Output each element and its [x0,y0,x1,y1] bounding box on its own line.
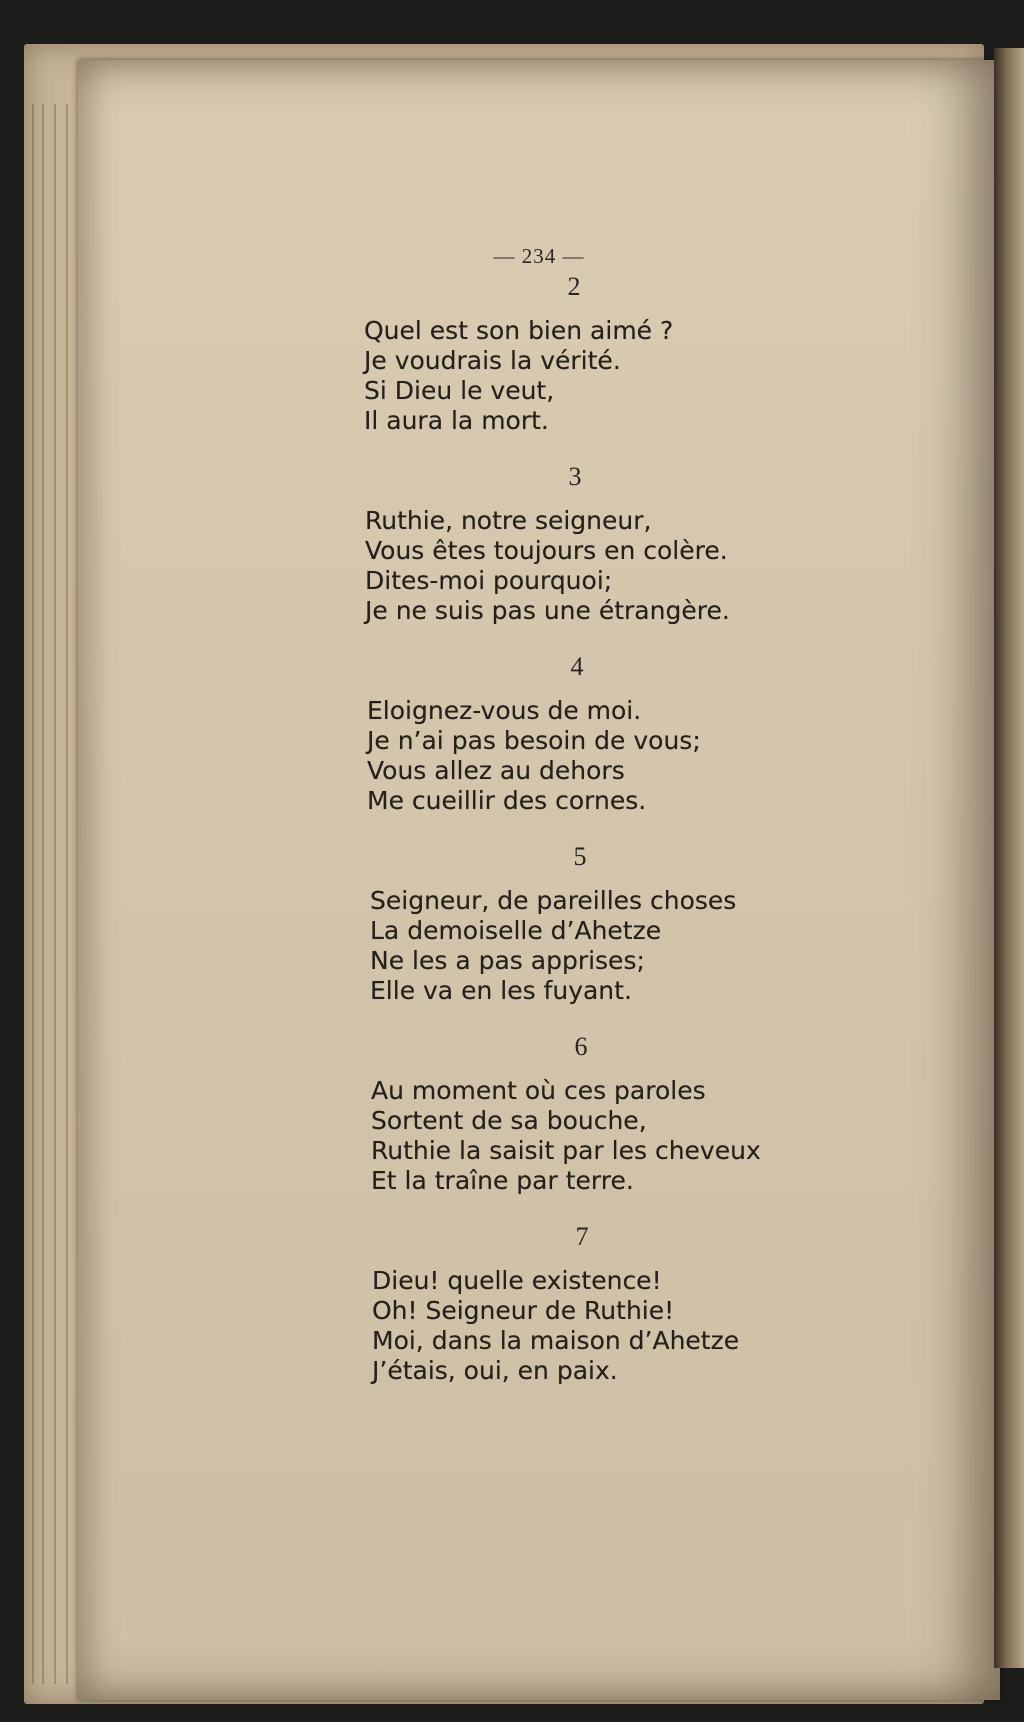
stanza [367,652,928,816]
verse-line: Au moment où ces paroles [371,1076,706,1105]
page-edge-line [32,104,34,1684]
verse-line: Moi, dans la maison d’Ahetze [372,1326,740,1355]
poem [364,272,928,1412]
page-edge-line [54,104,56,1684]
stanza [365,462,928,626]
verse-line: Eloignez-vous de moi. [367,696,642,725]
stanza-number: 2 [567,272,581,301]
verse-line: Je voudrais la vérité. [364,346,621,375]
page-number: — 234 — [493,244,585,268]
verse-line: J’étais, oui, en paix. [372,1356,618,1385]
verse-line: Si Dieu le veut, [364,376,555,405]
verse-line: Sortent de sa bouche, [371,1106,647,1135]
verse-line: Me cueillir des cornes. [367,786,647,815]
stanza [372,1222,928,1386]
verse-line: Dieu! quelle existence! [372,1266,662,1295]
verse-line: Je ne suis pas une étrangère. [365,596,730,625]
verse-line: Vous allez au dehors [367,756,625,785]
stanza-number: 6 [574,1032,588,1061]
book-page [78,60,1000,1700]
stanza-number: 7 [575,1222,589,1251]
verse-line: Ne les a pas apprises; [370,946,645,975]
verse-line: La demoiselle d’Ahetze [370,916,662,945]
stanza [370,842,928,1006]
stanza-number: 3 [568,462,582,491]
verse-line: Je n’ai pas besoin de vous; [367,726,701,755]
verse-line: Quel est son bien aimé ? [364,316,674,345]
verse-line: Il aura la mort. [364,406,549,435]
page-edge-line [66,104,68,1684]
verse-line: Oh! Seigneur de Ruthie! [372,1296,675,1325]
verse-line: Ruthie, notre seigneur, [365,506,652,535]
facing-page-edge [994,48,1024,1668]
verse-line: Elle va en les fuyant. [370,976,632,1005]
stanza [364,272,928,436]
verse-line: Et la traîne par terre. [371,1166,634,1195]
verse-line: Ruthie la saisit par les cheveux [371,1136,761,1165]
verse-line: Vous êtes toujours en colère. [365,536,728,565]
stanza-number: 5 [573,842,587,871]
stanza-number: 4 [570,652,584,681]
page-edge-line [42,104,44,1684]
stanza [371,1032,928,1196]
verse-line: Dites-moi pourquoi; [365,566,613,595]
verse-line: Seigneur, de pareilles choses [370,886,737,915]
